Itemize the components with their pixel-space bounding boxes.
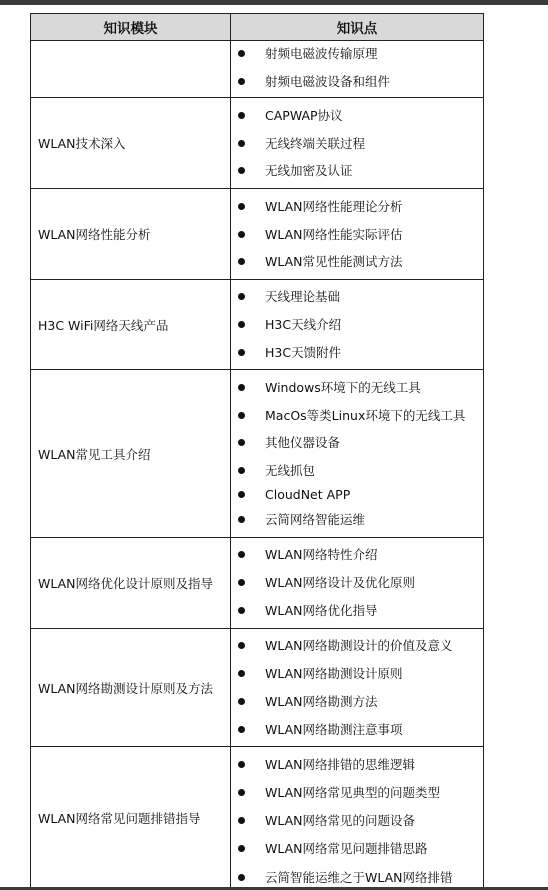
table-row	[31, 97, 483, 188]
bullet-icon	[238, 112, 245, 119]
points-cell	[231, 629, 483, 746]
table-row	[31, 40, 483, 97]
list-item: 射频电磁波设备和组件	[238, 72, 390, 92]
bullet-icon	[238, 845, 245, 852]
bullet-icon	[238, 670, 245, 677]
list-item: 射频电磁波传输原理	[238, 44, 378, 64]
bullet-icon	[238, 231, 245, 238]
bullet-icon	[238, 349, 245, 356]
bullet-icon	[238, 50, 245, 57]
bullet-icon	[238, 789, 245, 796]
list-item: 云简网络智能运维	[238, 510, 365, 530]
list-item: WLAN网络常见的问题设备	[238, 811, 415, 831]
points-cell	[231, 280, 483, 369]
bullet-icon	[238, 467, 245, 474]
module-cell: WLAN技术深入	[31, 98, 231, 188]
points-cell	[231, 747, 483, 889]
bullet-icon	[238, 698, 245, 705]
bullet-icon	[238, 167, 245, 174]
list-item: 无线加密及认证	[238, 161, 353, 181]
points-cell	[231, 41, 483, 97]
table-row	[31, 369, 483, 537]
bullet-icon	[238, 516, 245, 523]
list-item: WLAN常见性能测试方法	[238, 252, 403, 272]
module-cell: WLAN常见工具介绍	[31, 370, 231, 537]
list-item: H3C天馈附件	[238, 343, 341, 363]
top-border-bar	[0, 0, 548, 5]
table-row	[31, 628, 483, 746]
list-item: 天线理论基础	[238, 287, 340, 307]
module-cell: WLAN网络性能分析	[31, 189, 231, 279]
list-item: WLAN网络优化指导	[238, 601, 378, 621]
bullet-icon	[238, 491, 245, 498]
list-item: 无线终端关联过程	[238, 134, 365, 154]
bullet-icon	[238, 817, 245, 824]
module-cell: WLAN网络优化设计原则及指导	[31, 538, 231, 628]
module-cell: H3C WiFi网络天线产品	[31, 280, 231, 369]
list-item: WLAN网络特性介绍	[238, 545, 378, 565]
bullet-icon	[238, 642, 245, 649]
header-point: 知识点	[336, 21, 378, 37]
table-row	[31, 746, 483, 889]
points-cell	[231, 189, 483, 279]
list-item: WLAN网络性能理论分析	[238, 197, 403, 217]
points-cell	[231, 98, 483, 188]
list-item: WLAN网络设计及优化原则	[238, 573, 415, 593]
bullet-icon	[238, 140, 245, 147]
bullet-icon	[238, 579, 245, 586]
list-item: 其他仪器设备	[238, 433, 340, 453]
bullet-icon	[238, 321, 245, 328]
bullet-icon	[238, 412, 245, 419]
points-cell	[231, 370, 483, 537]
table-row	[31, 537, 483, 628]
list-item: Windows环境下的无线工具	[238, 378, 421, 398]
list-item: WLAN网络勘测设计的价值及意义	[238, 636, 453, 656]
list-item: 云简智能运维之于WLAN网络排错	[238, 868, 453, 888]
table-row	[31, 279, 483, 369]
bullet-icon	[238, 78, 245, 85]
table-header-row	[31, 14, 483, 40]
header-module: 知识模块	[31, 14, 231, 40]
list-item: WLAN网络常见问题排错思路	[238, 839, 428, 859]
list-item: WLAN网络常见典型的问题类型	[238, 783, 440, 803]
module-cell	[31, 41, 231, 97]
bullet-icon	[238, 293, 245, 300]
list-item: 无线抓包	[238, 461, 315, 481]
list-item: WLAN网络勘测注意事项	[238, 720, 403, 740]
list-item: WLAN网络勘测方法	[238, 692, 378, 712]
list-item: H3C天线介绍	[238, 315, 341, 335]
module-cell: WLAN网络勘测设计原则及方法	[31, 629, 231, 746]
list-item: MacOs等类Linux环境下的无线工具	[238, 406, 465, 426]
bullet-icon	[238, 384, 245, 391]
bullet-icon	[238, 203, 245, 210]
module-cell: WLAN网络常见问题排错指导	[31, 747, 231, 889]
table-row	[31, 188, 483, 279]
list-item: CAPWAP协议	[238, 106, 343, 126]
bullet-icon	[238, 726, 245, 733]
bullet-icon	[238, 607, 245, 614]
list-item: WLAN网络排错的思维逻辑	[238, 755, 415, 775]
points-cell	[231, 538, 483, 628]
list-item: CloudNet APP	[238, 485, 350, 505]
bullet-icon	[238, 258, 245, 265]
bullet-icon	[238, 439, 245, 446]
bullet-icon	[238, 874, 245, 881]
list-item: WLAN网络性能实际评估	[238, 225, 403, 245]
knowledge-table	[30, 13, 484, 888]
bullet-icon	[238, 761, 245, 768]
list-item: WLAN网络勘测设计原则	[238, 664, 403, 684]
bullet-icon	[238, 551, 245, 558]
